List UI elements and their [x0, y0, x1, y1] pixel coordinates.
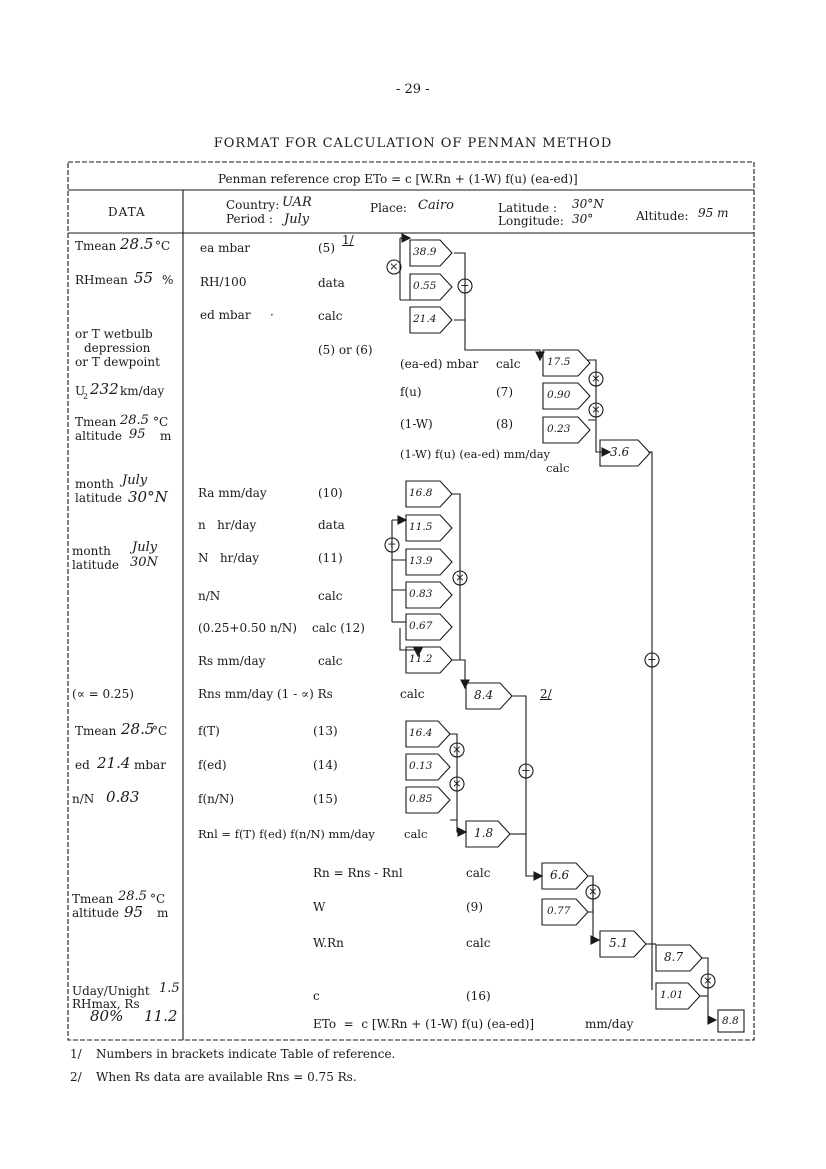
tmean1-value: 28.5 — [120, 235, 154, 253]
step-rn: Rn = Rns - Rnl — [313, 866, 403, 880]
rhmax-rs-label: RHmax, Rs — [72, 997, 140, 1011]
longitude-value: 30° — [572, 212, 594, 226]
latitude-label: Latitude : — [498, 201, 557, 215]
wetbulb-line1: or T wetbulb — [75, 327, 153, 341]
step-oneminusw-ref: (8) — [496, 417, 513, 431]
step-w: W — [313, 900, 326, 914]
times-glyph-1: × — [389, 259, 399, 273]
period-value: July — [284, 212, 310, 227]
step-oneminusw: (1-W) — [400, 417, 433, 431]
step-eaed-ref: calc — [496, 357, 521, 371]
divide-glyph-1: ÷ — [387, 537, 397, 551]
page-title: FORMAT FOR CALCULATION OF PENMAN METHOD — [213, 136, 613, 151]
step-rh100: RH/100 — [200, 275, 247, 289]
times-glyph-5: × — [452, 742, 462, 756]
box-rs: 11.2 — [409, 653, 433, 665]
tmean3-label: Tmean — [75, 724, 117, 738]
step-eaed: (ea-ed) mbar — [400, 357, 479, 371]
latitude2-label: latitude — [72, 558, 119, 572]
box-ed: 21.4 — [413, 313, 437, 325]
box-n: 11.5 — [409, 521, 433, 533]
step-c-ref: (16) — [466, 989, 491, 1003]
period-label: Period : — [226, 212, 273, 226]
ed-value: 21.4 — [97, 754, 131, 772]
box-fu: 0.90 — [547, 389, 571, 401]
altitude4-label: altitude — [72, 906, 119, 920]
box-N: 13.9 — [409, 555, 433, 567]
step-fT: f(T) — [198, 724, 220, 738]
place-label: Place: — [370, 201, 407, 215]
box-rn: 6.6 — [550, 868, 570, 882]
step-ra-ref: (10) — [318, 486, 343, 500]
step-fed: f(ed) — [198, 758, 227, 772]
step-wrn-ref: calc — [466, 936, 491, 950]
tmean4-unit: °C — [150, 892, 166, 906]
alpha-value: (∝ = 0.25) — [72, 687, 134, 701]
latitude1-label: latitude — [75, 491, 122, 505]
step-ed-alt-ref: (5) or (6) — [318, 343, 373, 357]
tmean2-label: Tmean — [75, 415, 117, 429]
footnote-1: Numbers in brackets indicate Table of reference. — [96, 1047, 396, 1061]
step-n: n hr/day — [198, 518, 257, 532]
times-glyph-3: × — [591, 402, 601, 416]
step-ea: ea mbar — [200, 241, 251, 255]
step-rns: Rns mm/day (1 - ∝) Rs — [198, 687, 333, 701]
rs-data-value: 11.2 — [144, 1007, 178, 1025]
step-fu-ref: (7) — [496, 385, 513, 399]
step-fnN-ref: (15) — [313, 792, 338, 806]
step-n-ref: data — [318, 518, 345, 532]
step-N-ref: (11) — [318, 551, 343, 565]
step-w-ref: (9) — [466, 900, 483, 914]
step-ed-ref: calc — [318, 309, 343, 323]
tmean4-value: 28.5 — [118, 889, 147, 904]
u2-subscript: 2 — [83, 392, 89, 401]
uday-label: Uday/Unight — [72, 984, 150, 998]
month1-label: month — [75, 477, 114, 491]
box-wrn: 5.1 — [609, 936, 629, 950]
place-value: Cairo — [418, 198, 454, 213]
tmean4-label: Tmean — [72, 892, 114, 906]
step-ea-ref: (5) — [318, 241, 335, 255]
times-glyph-6: × — [452, 776, 462, 790]
box-rns: 8.4 — [474, 688, 494, 702]
tmean1-label: Tmean — [75, 239, 117, 253]
tmean3-value: 28.5 — [121, 720, 155, 738]
box-rh: 0.55 — [413, 280, 437, 292]
tmean1-unit: °C — [155, 239, 171, 253]
box-eto: 8.8 — [722, 1015, 739, 1027]
step-fnN: f(n/N) — [198, 792, 235, 806]
step-rn-ref: calc — [466, 866, 491, 880]
step-rnl: Rnl = f(T) f(ed) f(n/N) mm/day — [198, 827, 375, 841]
step-ed-dot: · — [270, 308, 274, 322]
latitude2-value: 30N — [130, 555, 158, 570]
month2-value: July — [132, 540, 158, 555]
box-f025: 0.67 — [409, 620, 433, 632]
box-fnN: 0.85 — [409, 793, 433, 805]
box-ra: 16.8 — [409, 487, 433, 499]
box-fT: 16.4 — [409, 727, 433, 739]
footnote-2-mark: 2/ — [70, 1070, 82, 1084]
u2-unit: km/day — [120, 384, 165, 398]
altitude2-label: altitude — [75, 429, 122, 443]
step-fT-ref: (13) — [313, 724, 338, 738]
plus-glyph-1: + — [647, 652, 657, 666]
step-rh100-ref: data — [318, 276, 345, 290]
tmean2-unit: °C — [153, 415, 169, 429]
box-oneminusw: 0.23 — [547, 423, 571, 435]
formula-header: Penman reference crop ETo = c [W.Rn + (1-W) f(u) (ea-ed)] — [218, 172, 578, 186]
step-rs-ref: calc — [318, 654, 343, 668]
step-prod: (1-W) f(u) (ea-ed) mm/day — [400, 447, 551, 461]
longitude-label: Longitude: — [498, 214, 564, 228]
step-rs: Rs mm/day — [198, 654, 266, 668]
step-rns-note: 2/ — [540, 687, 552, 701]
step-nN: n/N — [198, 589, 221, 603]
step-N: N hr/day — [198, 551, 260, 565]
step-ed: ed mbar — [200, 308, 251, 322]
tmean3-unit: °C — [152, 724, 168, 738]
ed-label: ed — [75, 758, 90, 772]
step-rns-ref: calc — [400, 687, 425, 701]
rhmean-label: RHmean — [75, 273, 128, 287]
times-glyph-4: × — [455, 570, 465, 584]
step-ea-note: 1/ — [342, 233, 354, 247]
step-f025-ref: calc (12) — [312, 621, 365, 635]
country-value: UAR — [282, 195, 312, 210]
box-w: 0.77 — [547, 905, 571, 917]
altitude2-unit: m — [160, 429, 172, 443]
rhmean-value: 55 — [134, 269, 154, 287]
box-eaed: 17.5 — [547, 356, 571, 368]
box-prod: 3.6 — [610, 445, 630, 459]
box-c: 1.01 — [660, 989, 684, 1001]
step-ra: Ra mm/day — [198, 486, 267, 500]
step-eto-unit: mm/day — [585, 1017, 634, 1031]
month2-label: month — [72, 544, 111, 558]
footnote-2: When Rs data are available Rns = 0.75 Rs. — [96, 1070, 357, 1084]
step-nN-ref: calc — [318, 589, 343, 603]
step-rnl-ref: calc — [404, 827, 428, 841]
box-rnl: 1.8 — [474, 826, 494, 840]
minus-glyph-2: − — [521, 763, 531, 777]
data-column-header: DATA — [108, 205, 146, 219]
latitude1-value: 30°N — [128, 488, 168, 506]
step-wrn: W.Rn — [313, 936, 344, 950]
month1-value: July — [122, 473, 148, 488]
step-fu: f(u) — [400, 385, 422, 399]
box-sum: 8.7 — [664, 950, 684, 964]
altitude4-value: 95 — [124, 903, 144, 921]
box-ea: 38.9 — [413, 246, 437, 258]
box-nN: 0.83 — [409, 588, 433, 600]
minus-glyph-1: − — [460, 278, 470, 292]
times-glyph-8: × — [703, 973, 713, 987]
ed-unit: mbar — [134, 758, 166, 772]
uday-value: 1.5 — [159, 981, 180, 996]
page-number: - 29 - — [396, 82, 430, 97]
wetbulb-line2: depression — [84, 341, 151, 355]
nN-label: n/N — [72, 792, 95, 806]
altitude-value: 95 m — [698, 206, 729, 220]
times-glyph-7: × — [588, 884, 598, 898]
altitude2-value: 95 — [129, 427, 146, 442]
country-label: Country: — [226, 198, 280, 212]
altitude-label: Altitude: — [636, 209, 689, 223]
step-f025: (0.25+0.50 n/N) — [198, 621, 297, 635]
step-c: c — [313, 989, 320, 1003]
tmean2-value: 28.5 — [120, 413, 149, 428]
rhmean-unit: % — [162, 273, 174, 287]
rhmax-value: 80% — [90, 1007, 124, 1025]
step-prod-ref: calc — [546, 461, 570, 475]
u2-label: U — [75, 384, 86, 398]
latitude-value: 30°N — [572, 197, 604, 211]
u2-value: 232 — [90, 380, 119, 398]
altitude4-unit: m — [157, 906, 169, 920]
step-fed-ref: (14) — [313, 758, 338, 772]
box-fed: 0.13 — [409, 760, 433, 772]
nN-value: 0.83 — [106, 788, 140, 806]
footnote-1-mark: 1/ — [70, 1047, 82, 1061]
times-glyph-2: × — [591, 371, 601, 385]
step-eto: ETo = c [W.Rn + (1-W) f(u) (ea-ed)] — [313, 1017, 535, 1031]
table-frame — [68, 162, 754, 1040]
wetbulb-line3: or T dewpoint — [75, 355, 160, 369]
